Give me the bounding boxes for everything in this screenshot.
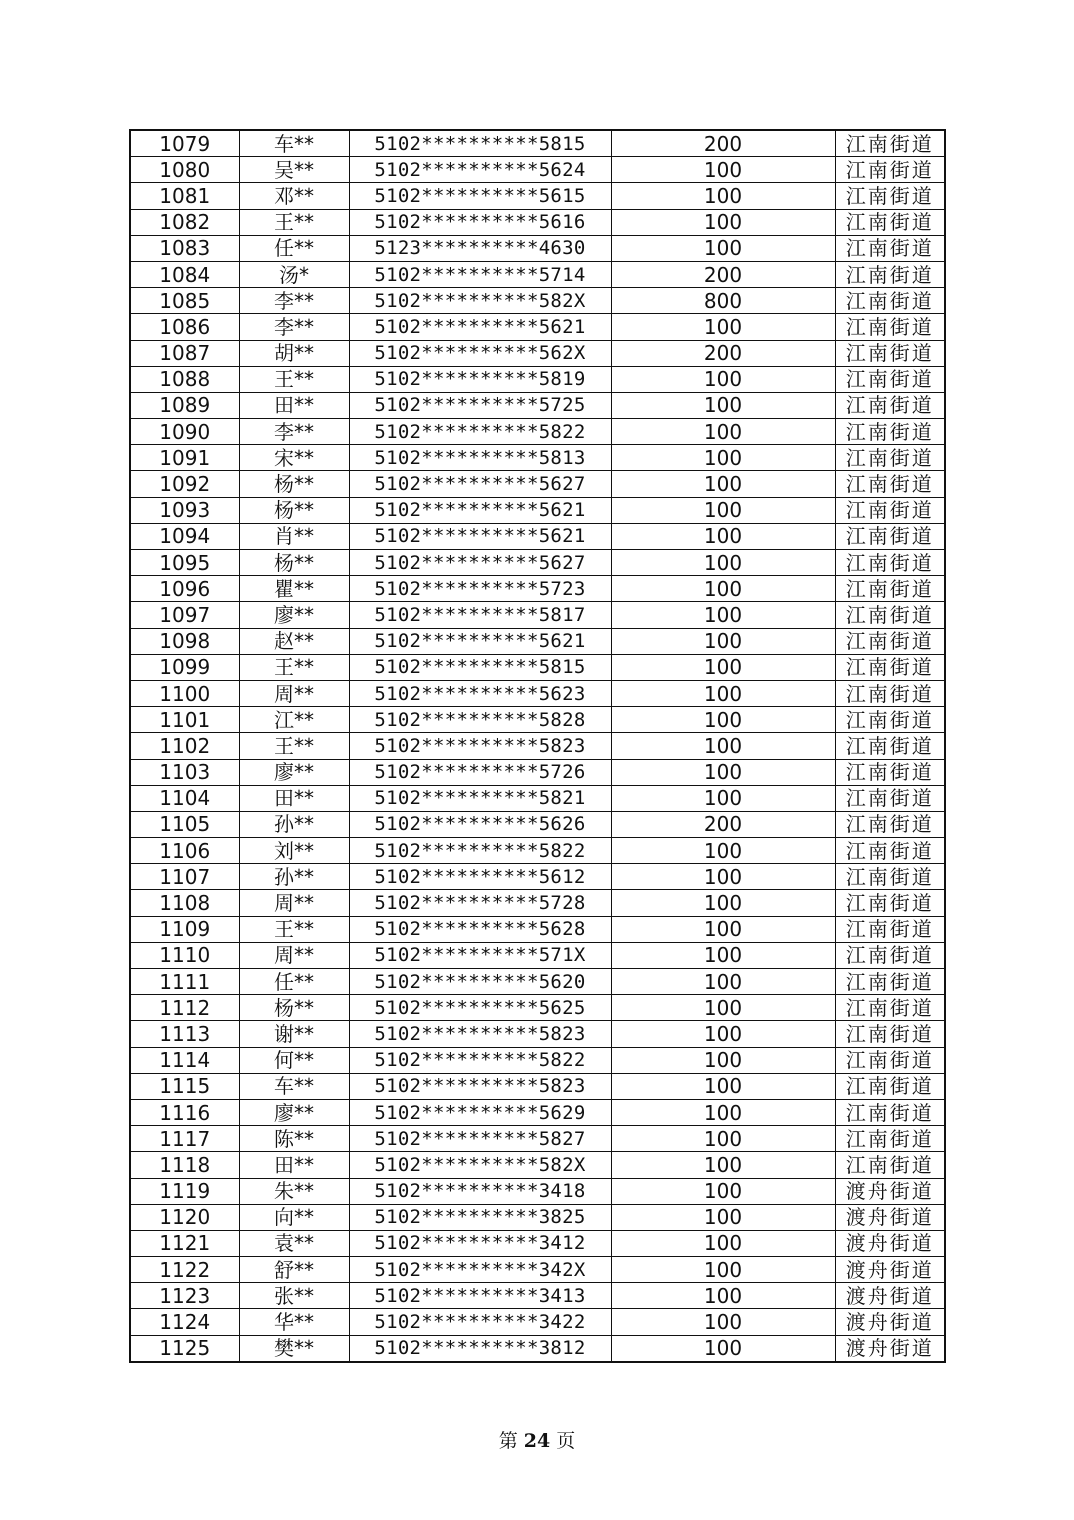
amount-cell: 100 xyxy=(611,654,835,680)
street-cell: 江南街道 xyxy=(835,523,945,549)
table-row xyxy=(130,1073,945,1099)
id-number-cell: 5102**********5623 xyxy=(349,680,611,706)
name-cell: 张** xyxy=(239,1283,349,1309)
row-number-cell: 1120 xyxy=(130,1204,239,1230)
street-cell: 渡舟街道 xyxy=(835,1204,945,1230)
row-number-cell: 1101 xyxy=(130,707,239,733)
street-cell: 江南街道 xyxy=(835,969,945,995)
street-cell: 江南街道 xyxy=(835,288,945,314)
amount-cell: 100 xyxy=(611,1047,835,1073)
table-row xyxy=(130,811,945,837)
table-row xyxy=(130,628,945,654)
row-number-cell: 1118 xyxy=(130,1152,239,1178)
row-number-cell: 1115 xyxy=(130,1073,239,1099)
table-row xyxy=(130,550,945,576)
row-number-cell: 1123 xyxy=(130,1283,239,1309)
id-number-cell: 5102**********5621 xyxy=(349,314,611,340)
table-row xyxy=(130,1178,945,1204)
amount-cell: 100 xyxy=(611,235,835,261)
street-cell: 江南街道 xyxy=(835,785,945,811)
table-row xyxy=(130,576,945,602)
id-number-cell: 5102**********5626 xyxy=(349,811,611,837)
row-number-cell: 1097 xyxy=(130,602,239,628)
street-cell: 江南街道 xyxy=(835,419,945,445)
row-number-cell: 1112 xyxy=(130,995,239,1021)
street-cell: 渡舟街道 xyxy=(835,1283,945,1309)
row-number-cell: 1082 xyxy=(130,209,239,235)
id-number-cell: 5102**********582X xyxy=(349,1152,611,1178)
id-number-cell: 5102**********5628 xyxy=(349,916,611,942)
name-cell: 江** xyxy=(239,707,349,733)
row-number-cell: 1093 xyxy=(130,497,239,523)
amount-cell: 100 xyxy=(611,602,835,628)
row-number-cell: 1088 xyxy=(130,366,239,392)
street-cell: 江南街道 xyxy=(835,890,945,916)
row-number-cell: 1095 xyxy=(130,550,239,576)
id-number-cell: 5102**********5629 xyxy=(349,1099,611,1125)
row-number-cell: 1099 xyxy=(130,654,239,680)
amount-cell: 100 xyxy=(611,1152,835,1178)
street-cell: 江南街道 xyxy=(835,445,945,471)
table-row xyxy=(130,995,945,1021)
street-cell: 江南街道 xyxy=(835,707,945,733)
amount-cell: 100 xyxy=(611,392,835,418)
id-number-cell: 5102**********5621 xyxy=(349,497,611,523)
row-number-cell: 1085 xyxy=(130,288,239,314)
row-number-cell: 1122 xyxy=(130,1257,239,1283)
table-row xyxy=(130,471,945,497)
amount-cell: 100 xyxy=(611,707,835,733)
row-number-cell: 1087 xyxy=(130,340,239,366)
street-cell: 江南街道 xyxy=(835,183,945,209)
row-number-cell: 1103 xyxy=(130,759,239,785)
id-number-cell: 5123**********4630 xyxy=(349,235,611,261)
table-row xyxy=(130,680,945,706)
amount-cell: 200 xyxy=(611,261,835,287)
id-number-cell: 5102**********5624 xyxy=(349,157,611,183)
name-cell: 袁** xyxy=(239,1230,349,1256)
name-cell: 任** xyxy=(239,969,349,995)
id-number-cell: 5102**********5821 xyxy=(349,785,611,811)
id-number-cell: 5102**********5823 xyxy=(349,1021,611,1047)
row-number-cell: 1114 xyxy=(130,1047,239,1073)
street-cell: 江南街道 xyxy=(835,942,945,968)
street-cell: 江南街道 xyxy=(835,497,945,523)
amount-cell: 100 xyxy=(611,471,835,497)
name-cell: 周** xyxy=(239,680,349,706)
name-cell: 华** xyxy=(239,1309,349,1335)
name-cell: 杨** xyxy=(239,995,349,1021)
amount-cell: 200 xyxy=(611,811,835,837)
page-number: 24 xyxy=(523,1430,551,1452)
row-number-cell: 1094 xyxy=(130,523,239,549)
name-cell: 朱** xyxy=(239,1178,349,1204)
row-number-cell: 1089 xyxy=(130,392,239,418)
id-number-cell: 5102**********5612 xyxy=(349,864,611,890)
table-row xyxy=(130,209,945,235)
street-cell: 江南街道 xyxy=(835,628,945,654)
row-number-cell: 1125 xyxy=(130,1335,239,1362)
street-cell: 江南街道 xyxy=(835,1021,945,1047)
table-row xyxy=(130,942,945,968)
name-cell: 杨** xyxy=(239,471,349,497)
amount-cell: 100 xyxy=(611,1099,835,1125)
street-cell: 江南街道 xyxy=(835,811,945,837)
row-number-cell: 1108 xyxy=(130,890,239,916)
table-row xyxy=(130,1230,945,1256)
street-cell: 江南街道 xyxy=(835,1152,945,1178)
id-number-cell: 5102**********562X xyxy=(349,340,611,366)
name-cell: 肖** xyxy=(239,523,349,549)
street-cell: 江南街道 xyxy=(835,576,945,602)
id-number-cell: 5102**********3422 xyxy=(349,1309,611,1335)
id-number-cell: 5102**********5828 xyxy=(349,707,611,733)
table-row xyxy=(130,261,945,287)
table-row xyxy=(130,733,945,759)
street-cell: 江南街道 xyxy=(835,680,945,706)
name-cell: 车** xyxy=(239,130,349,157)
name-cell: 李** xyxy=(239,288,349,314)
amount-cell: 200 xyxy=(611,340,835,366)
table-row xyxy=(130,916,945,942)
street-cell: 江南街道 xyxy=(835,209,945,235)
table-row xyxy=(130,183,945,209)
name-cell: 孙** xyxy=(239,864,349,890)
street-cell: 江南街道 xyxy=(835,602,945,628)
street-cell: 江南街道 xyxy=(835,733,945,759)
row-number-cell: 1111 xyxy=(130,969,239,995)
table-row xyxy=(130,235,945,261)
amount-cell: 100 xyxy=(611,497,835,523)
table-row xyxy=(130,1309,945,1335)
name-cell: 赵** xyxy=(239,628,349,654)
id-number-cell: 5102**********5827 xyxy=(349,1126,611,1152)
amount-cell: 100 xyxy=(611,1230,835,1256)
id-number-cell: 5102**********5714 xyxy=(349,261,611,287)
street-cell: 江南街道 xyxy=(835,1099,945,1125)
table-row xyxy=(130,602,945,628)
amount-cell: 100 xyxy=(611,942,835,968)
name-cell: 周** xyxy=(239,942,349,968)
table-row xyxy=(130,130,945,157)
street-cell: 江南街道 xyxy=(835,314,945,340)
id-number-cell: 5102**********5726 xyxy=(349,759,611,785)
amount-cell: 100 xyxy=(611,1283,835,1309)
street-cell: 江南街道 xyxy=(835,366,945,392)
table-row xyxy=(130,445,945,471)
amount-cell: 100 xyxy=(611,969,835,995)
name-cell: 向** xyxy=(239,1204,349,1230)
row-number-cell: 1083 xyxy=(130,235,239,261)
table-row xyxy=(130,340,945,366)
table-row xyxy=(130,707,945,733)
row-number-cell: 1113 xyxy=(130,1021,239,1047)
table-row xyxy=(130,969,945,995)
name-cell: 任** xyxy=(239,235,349,261)
row-number-cell: 1119 xyxy=(130,1178,239,1204)
street-cell: 江南街道 xyxy=(835,261,945,287)
name-cell: 王** xyxy=(239,916,349,942)
amount-cell: 100 xyxy=(611,785,835,811)
id-number-cell: 5102**********342X xyxy=(349,1257,611,1283)
name-cell: 王** xyxy=(239,733,349,759)
row-number-cell: 1107 xyxy=(130,864,239,890)
roster-table-body xyxy=(130,130,945,1362)
amount-cell: 100 xyxy=(611,314,835,340)
street-cell: 江南街道 xyxy=(835,1047,945,1073)
row-number-cell: 1092 xyxy=(130,471,239,497)
table-row xyxy=(130,366,945,392)
id-number-cell: 5102**********5621 xyxy=(349,628,611,654)
id-number-cell: 5102**********5627 xyxy=(349,550,611,576)
amount-cell: 100 xyxy=(611,864,835,890)
table-row xyxy=(130,314,945,340)
page-label-suffix: 页 xyxy=(556,1430,576,1452)
amount-cell: 100 xyxy=(611,209,835,235)
amount-cell: 100 xyxy=(611,550,835,576)
name-cell: 廖** xyxy=(239,1099,349,1125)
amount-cell: 100 xyxy=(611,157,835,183)
table-row xyxy=(130,523,945,549)
amount-cell: 100 xyxy=(611,890,835,916)
name-cell: 王** xyxy=(239,654,349,680)
name-cell: 周** xyxy=(239,890,349,916)
table-row xyxy=(130,1099,945,1125)
street-cell: 渡舟街道 xyxy=(835,1178,945,1204)
name-cell: 宋** xyxy=(239,445,349,471)
id-number-cell: 5102**********5819 xyxy=(349,366,611,392)
street-cell: 江南街道 xyxy=(835,916,945,942)
name-cell: 汤* xyxy=(239,261,349,287)
name-cell: 王** xyxy=(239,366,349,392)
id-number-cell: 5102**********5822 xyxy=(349,419,611,445)
id-number-cell: 5102**********5728 xyxy=(349,890,611,916)
table-row xyxy=(130,288,945,314)
page-footer xyxy=(0,1426,1074,1453)
id-number-cell: 5102**********5822 xyxy=(349,1047,611,1073)
amount-cell: 100 xyxy=(611,759,835,785)
amount-cell: 800 xyxy=(611,288,835,314)
amount-cell: 100 xyxy=(611,523,835,549)
table-row xyxy=(130,392,945,418)
id-number-cell: 5102**********5723 xyxy=(349,576,611,602)
street-cell: 江南街道 xyxy=(835,130,945,157)
amount-cell: 100 xyxy=(611,838,835,864)
table-row xyxy=(130,864,945,890)
name-cell: 杨** xyxy=(239,550,349,576)
street-cell: 江南街道 xyxy=(835,864,945,890)
id-number-cell: 5102**********571X xyxy=(349,942,611,968)
street-cell: 江南街道 xyxy=(835,340,945,366)
street-cell: 渡舟街道 xyxy=(835,1335,945,1362)
name-cell: 车** xyxy=(239,1073,349,1099)
row-number-cell: 1105 xyxy=(130,811,239,837)
name-cell: 廖** xyxy=(239,759,349,785)
id-number-cell: 5102**********5822 xyxy=(349,838,611,864)
id-number-cell: 5102**********5725 xyxy=(349,392,611,418)
table-row xyxy=(130,419,945,445)
amount-cell: 100 xyxy=(611,1257,835,1283)
row-number-cell: 1084 xyxy=(130,261,239,287)
page-label-prefix: 第 xyxy=(498,1430,518,1452)
table-row xyxy=(130,1021,945,1047)
row-number-cell: 1102 xyxy=(130,733,239,759)
table-row xyxy=(130,1047,945,1073)
name-cell: 舒** xyxy=(239,1257,349,1283)
name-cell: 李** xyxy=(239,419,349,445)
street-cell: 江南街道 xyxy=(835,1126,945,1152)
street-cell: 渡舟街道 xyxy=(835,1257,945,1283)
amount-cell: 100 xyxy=(611,576,835,602)
amount-cell: 100 xyxy=(611,445,835,471)
street-cell: 江南街道 xyxy=(835,235,945,261)
name-cell: 田** xyxy=(239,392,349,418)
id-number-cell: 5102**********5823 xyxy=(349,1073,611,1099)
row-number-cell: 1090 xyxy=(130,419,239,445)
street-cell: 江南街道 xyxy=(835,838,945,864)
amount-cell: 100 xyxy=(611,733,835,759)
street-cell: 江南街道 xyxy=(835,157,945,183)
row-number-cell: 1117 xyxy=(130,1126,239,1152)
id-number-cell: 5102**********5620 xyxy=(349,969,611,995)
street-cell: 江南街道 xyxy=(835,995,945,1021)
street-cell: 渡舟街道 xyxy=(835,1230,945,1256)
id-number-cell: 5102**********5823 xyxy=(349,733,611,759)
table-row xyxy=(130,157,945,183)
id-number-cell: 5102**********5815 xyxy=(349,654,611,680)
row-number-cell: 1121 xyxy=(130,1230,239,1256)
name-cell: 胡** xyxy=(239,340,349,366)
row-number-cell: 1098 xyxy=(130,628,239,654)
amount-cell: 200 xyxy=(611,130,835,157)
name-cell: 邓** xyxy=(239,183,349,209)
street-cell: 渡舟街道 xyxy=(835,1309,945,1335)
table-row xyxy=(130,759,945,785)
street-cell: 江南街道 xyxy=(835,1073,945,1099)
table-row xyxy=(130,1126,945,1152)
name-cell: 王** xyxy=(239,209,349,235)
table-row xyxy=(130,785,945,811)
id-number-cell: 5102**********5615 xyxy=(349,183,611,209)
amount-cell: 100 xyxy=(611,419,835,445)
amount-cell: 100 xyxy=(611,1021,835,1047)
id-number-cell: 5102**********5616 xyxy=(349,209,611,235)
id-number-cell: 5102**********3812 xyxy=(349,1335,611,1362)
table-row xyxy=(130,1283,945,1309)
row-number-cell: 1104 xyxy=(130,785,239,811)
street-cell: 江南街道 xyxy=(835,654,945,680)
name-cell: 廖** xyxy=(239,602,349,628)
row-number-cell: 1124 xyxy=(130,1309,239,1335)
name-cell: 吴** xyxy=(239,157,349,183)
name-cell: 谢** xyxy=(239,1021,349,1047)
amount-cell: 100 xyxy=(611,366,835,392)
street-cell: 江南街道 xyxy=(835,759,945,785)
name-cell: 樊** xyxy=(239,1335,349,1362)
name-cell: 陈** xyxy=(239,1126,349,1152)
roster-table xyxy=(129,129,946,1363)
row-number-cell: 1106 xyxy=(130,838,239,864)
row-number-cell: 1079 xyxy=(130,130,239,157)
name-cell: 田** xyxy=(239,785,349,811)
amount-cell: 100 xyxy=(611,1309,835,1335)
table-row xyxy=(130,1335,945,1362)
amount-cell: 100 xyxy=(611,995,835,1021)
row-number-cell: 1080 xyxy=(130,157,239,183)
name-cell: 李** xyxy=(239,314,349,340)
table-row xyxy=(130,838,945,864)
id-number-cell: 5102**********5627 xyxy=(349,471,611,497)
table-row xyxy=(130,497,945,523)
row-number-cell: 1086 xyxy=(130,314,239,340)
id-number-cell: 5102**********5817 xyxy=(349,602,611,628)
row-number-cell: 1110 xyxy=(130,942,239,968)
id-number-cell: 5102**********5813 xyxy=(349,445,611,471)
street-cell: 江南街道 xyxy=(835,392,945,418)
street-cell: 江南街道 xyxy=(835,550,945,576)
id-number-cell: 5102**********3825 xyxy=(349,1204,611,1230)
row-number-cell: 1100 xyxy=(130,680,239,706)
amount-cell: 100 xyxy=(611,680,835,706)
name-cell: 孙** xyxy=(239,811,349,837)
id-number-cell: 5102**********5625 xyxy=(349,995,611,1021)
table-row xyxy=(130,890,945,916)
table-row xyxy=(130,654,945,680)
row-number-cell: 1091 xyxy=(130,445,239,471)
amount-cell: 100 xyxy=(611,1126,835,1152)
amount-cell: 100 xyxy=(611,1335,835,1362)
amount-cell: 100 xyxy=(611,628,835,654)
row-number-cell: 1116 xyxy=(130,1099,239,1125)
row-number-cell: 1081 xyxy=(130,183,239,209)
name-cell: 刘** xyxy=(239,838,349,864)
id-number-cell: 5102**********3412 xyxy=(349,1230,611,1256)
amount-cell: 100 xyxy=(611,183,835,209)
name-cell: 何** xyxy=(239,1047,349,1073)
amount-cell: 100 xyxy=(611,1178,835,1204)
id-number-cell: 5102**********3418 xyxy=(349,1178,611,1204)
name-cell: 田** xyxy=(239,1152,349,1178)
amount-cell: 100 xyxy=(611,1073,835,1099)
street-cell: 江南街道 xyxy=(835,471,945,497)
name-cell: 杨** xyxy=(239,497,349,523)
amount-cell: 100 xyxy=(611,916,835,942)
row-number-cell: 1109 xyxy=(130,916,239,942)
row-number-cell: 1096 xyxy=(130,576,239,602)
table-row xyxy=(130,1152,945,1178)
id-number-cell: 5102**********3413 xyxy=(349,1283,611,1309)
id-number-cell: 5102**********5621 xyxy=(349,523,611,549)
table-row xyxy=(130,1204,945,1230)
table-row xyxy=(130,1257,945,1283)
amount-cell: 100 xyxy=(611,1204,835,1230)
id-number-cell: 5102**********582X xyxy=(349,288,611,314)
name-cell: 瞿** xyxy=(239,576,349,602)
id-number-cell: 5102**********5815 xyxy=(349,130,611,157)
